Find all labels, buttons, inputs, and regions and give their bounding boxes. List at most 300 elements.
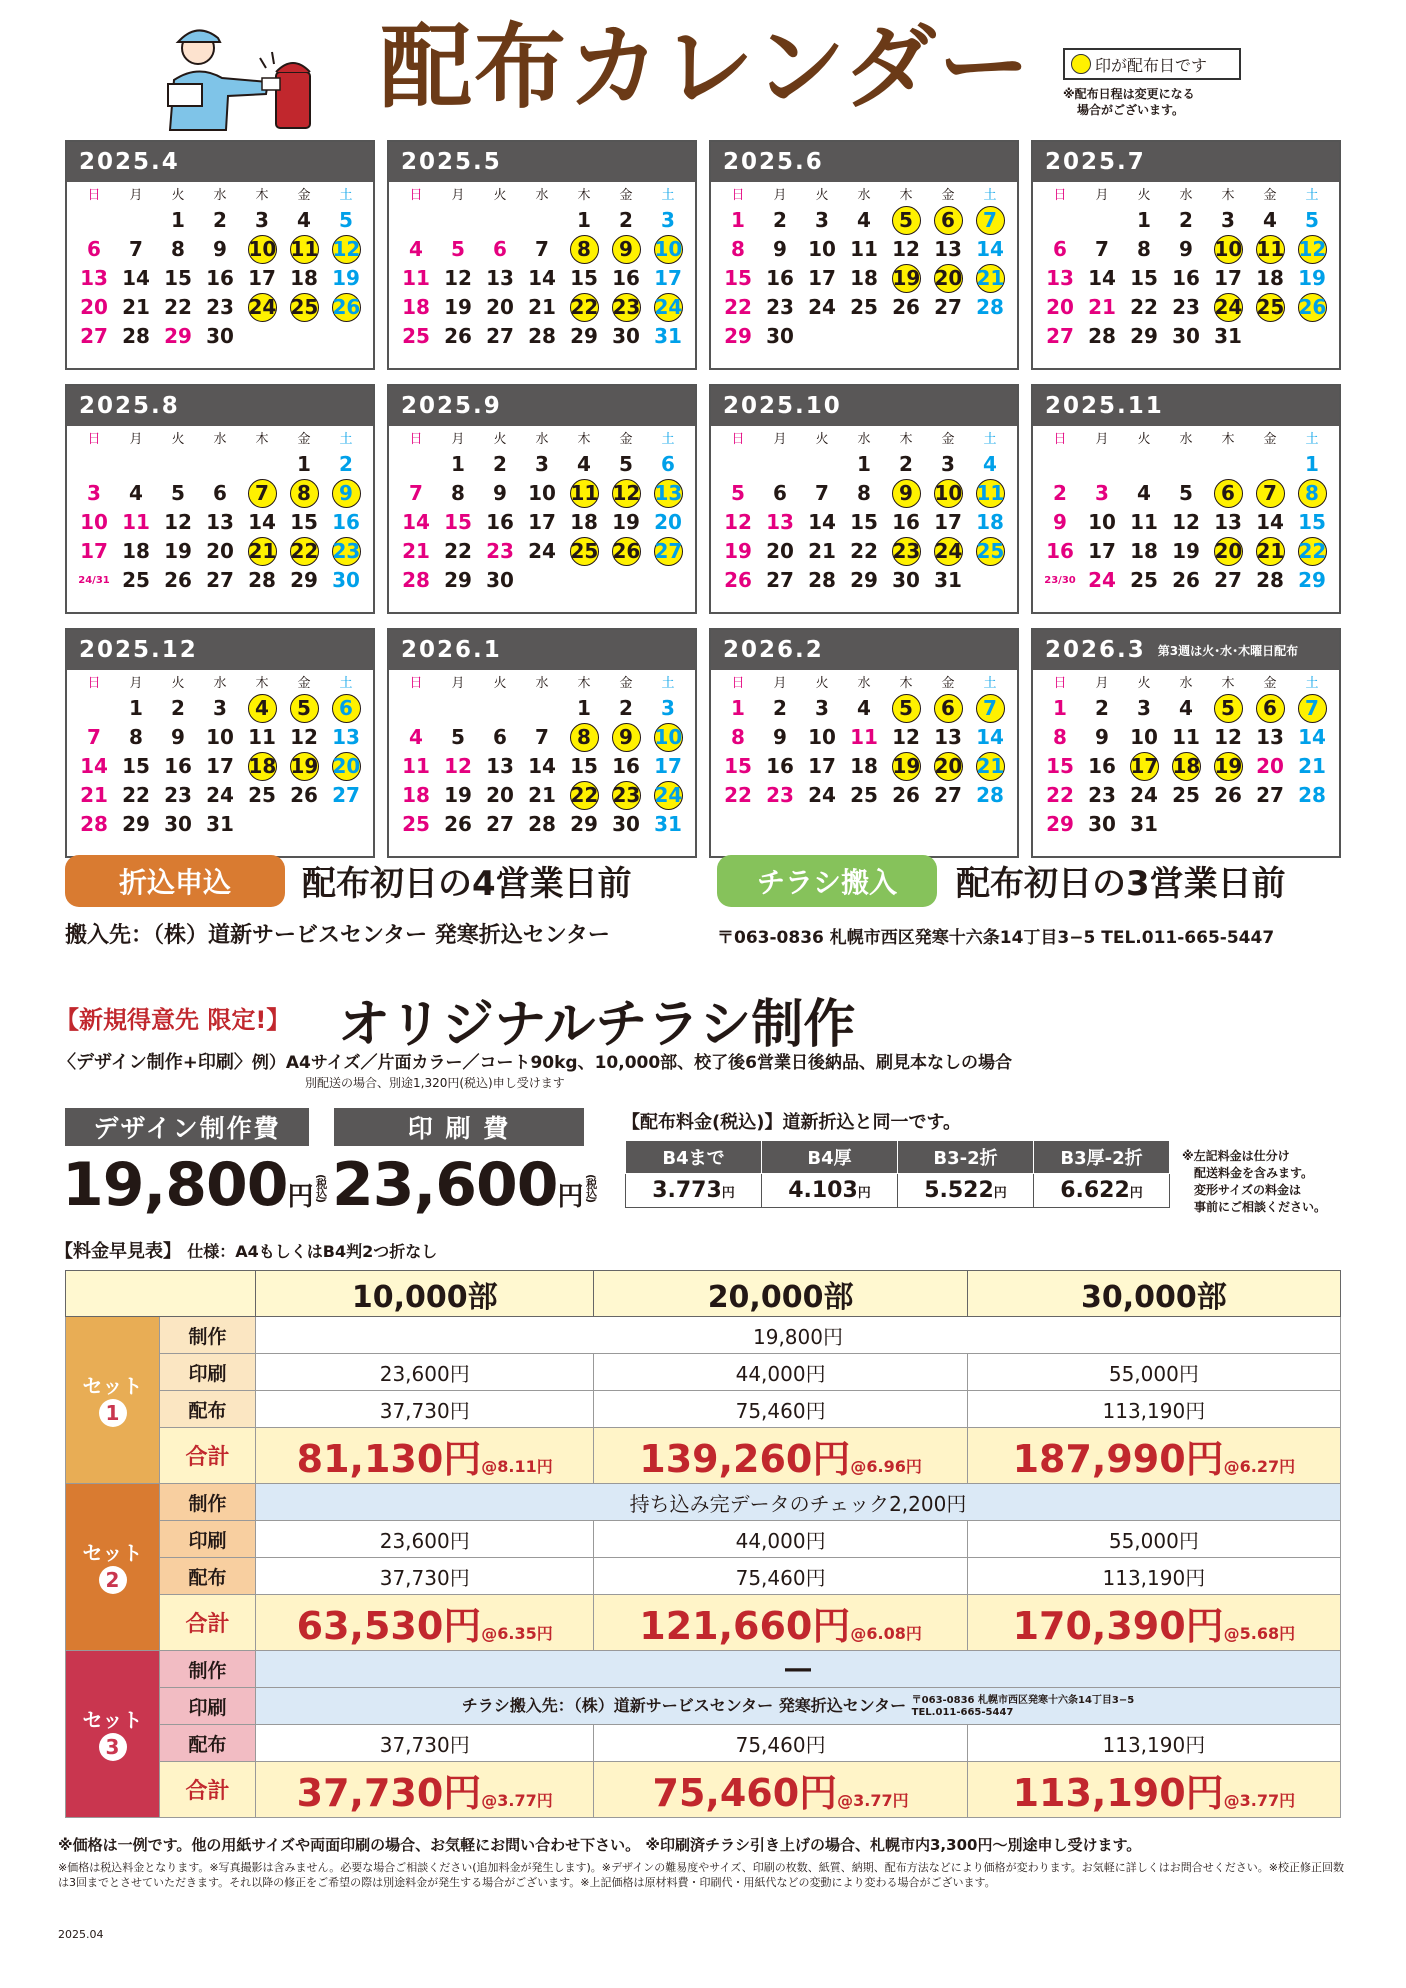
weekday-label: 金 [1263,188,1277,203]
calendar-day: 13 [486,266,514,290]
calendar-day: 31 [206,812,234,836]
distribution-day: 22 [1291,537,1333,566]
calendar-day: 12 [724,510,752,534]
month-calendar [1031,140,1341,370]
calendar-day: 30 [164,812,192,836]
distribution-day: 10 [927,479,969,508]
calendar-day: 30 [1088,812,1116,836]
calendar-day: 21 [122,295,150,319]
row-label: 配布 [160,1391,256,1428]
distribution-day: 23 [605,781,647,810]
weekday-label: 日 [1053,188,1067,203]
weekday-label: 金 [1263,432,1277,447]
distribution-day: 9 [605,235,647,264]
calendar-day: 29 [290,568,318,592]
month-label: 2025.7 [1033,142,1339,182]
distribution-day: 19 [885,752,927,781]
month-calendar [387,140,697,370]
calendar-day: 10 [80,510,108,534]
price-quick-table [65,1270,1341,1818]
calendar-day: 18 [122,539,150,563]
weekday-label: 水 [213,188,227,203]
weekday-label: 水 [535,676,549,691]
calendar-day: 29 [850,568,878,592]
weekday-label: 月 [1095,676,1109,691]
calendar-day: 7 [535,725,549,749]
calendar-day: 28 [80,812,108,836]
calendar-day: 31 [654,324,682,348]
calendar-day: 3 [815,208,829,232]
calendar-day: 31 [1130,812,1158,836]
calendar-day: 22 [164,295,192,319]
calendar-day: 16 [612,754,640,778]
calendar-day: 1 [1137,208,1151,232]
calendar-day: 24 [1130,783,1158,807]
calendar-day: 23 [1172,295,1200,319]
distribution-day: 5 [885,694,927,723]
calendar-day: 7 [815,481,829,505]
calendar-day: 13 [766,510,794,534]
calendar-day: 26 [892,783,920,807]
calendar-day: 18 [402,295,430,319]
calendar-day: 20 [1046,295,1074,319]
calendar-day: 5 [451,725,465,749]
distribution-day: 7 [241,479,283,508]
total-price: 37,730円@3.77円 [256,1762,594,1818]
month-calendar [65,628,375,858]
weekday-label: 木 [899,432,913,447]
month-label: 2025.6 [711,142,1017,182]
calendar-day: 1 [577,208,591,232]
design-fee-price: 19,800円 (税込) [62,1150,328,1220]
month-calendar [1031,384,1341,614]
calendar-day: 23 [766,783,794,807]
calendar-day: 29 [570,324,598,348]
calendar-day: 31 [654,812,682,836]
calendar-day: 4 [857,208,871,232]
calendar-day: 21 [1298,754,1326,778]
calendar-day: 28 [1298,783,1326,807]
print-fee: 55,000円 [967,1521,1340,1558]
weekday-label: 火 [1137,188,1151,203]
calendar-day: 11 [402,266,430,290]
calendar-day: 25 [402,812,430,836]
calendar-day: 12 [1172,510,1200,534]
distribution-day: 10 [1207,235,1249,264]
calendar-day: 6 [213,481,227,505]
calendar-grid [65,140,1341,858]
weekday-label: 火 [171,432,185,447]
calendar-day: 6 [493,725,507,749]
calendar-day: 10 [808,237,836,261]
calendar-day: 15 [570,754,598,778]
weekday-label: 木 [899,188,913,203]
distribution-day: 18 [241,752,283,781]
calendar-day: 27 [486,812,514,836]
weekday-label: 水 [213,432,227,447]
calendar-day: 28 [528,324,556,348]
weekday-label: 金 [619,432,633,447]
fee-header: B3-2折 [898,1141,1034,1174]
weekday-label: 木 [255,676,269,691]
weekday-label: 月 [451,188,465,203]
calendar-day: 14 [976,237,1004,261]
calendar-day: 18 [1256,266,1284,290]
calendar-day: 13 [80,266,108,290]
weekday-label: 水 [1179,676,1193,691]
calendar-day: 23 [486,539,514,563]
distribution-day: 11 [969,479,1011,508]
calendar-day: 13 [1256,725,1284,749]
calendar-day: 28 [528,812,556,836]
calendar-day: 16 [206,266,234,290]
calendar-day: 16 [766,266,794,290]
calendar-day: 21 [528,783,556,807]
calendar-day: 1 [857,452,871,476]
calendar-day: 18 [290,266,318,290]
print-fee: 44,000円 [594,1354,967,1391]
calendar-day: 26 [1214,783,1242,807]
calendar-day: 26 [892,295,920,319]
calendar-day: 5 [731,481,745,505]
distribution-day: 12 [1291,235,1333,264]
calendar-day: 6 [661,452,675,476]
weekday-label: 金 [297,188,311,203]
calendar-day: 4 [983,452,997,476]
calendar-day: 22 [1046,783,1074,807]
flyer-deadline-text: 配布初日の3営業日前 [956,864,1286,904]
calendar-day: 15 [1130,266,1158,290]
weekday-label: 土 [339,676,353,691]
weekday-label: 日 [87,188,101,203]
distribution-day: 26 [325,293,367,322]
weekday-label: 金 [297,676,311,691]
calendar-day: 23 [164,783,192,807]
page-title: 配布カレンダー [380,14,1033,121]
calendar-day: 27 [934,783,962,807]
distribution-day: 25 [563,537,605,566]
month-calendar [387,628,697,858]
calendar-day: 5 [619,452,633,476]
calendar-day: 3 [661,696,675,720]
distribution-day: 24 [647,781,689,810]
calendar-day: 14 [528,266,556,290]
distribution-day: 21 [1249,537,1291,566]
calendar-day: 28 [976,783,1004,807]
calendar-day: 13 [332,725,360,749]
weekday-label: 土 [661,188,675,203]
calendar-day: 8 [731,237,745,261]
calendar-day: 21 [1088,295,1116,319]
calendar-day: 5 [1305,208,1319,232]
calendar-day: 15 [724,754,752,778]
calendar-day: 8 [1053,725,1067,749]
calendar-day: 1 [1053,696,1067,720]
distribution-day: 10 [241,235,283,264]
row-label: 制作 [160,1651,256,1688]
weekday-label: 火 [815,432,829,447]
calendar-day: 5 [1179,481,1193,505]
distribution-day: 24 [241,293,283,322]
flyer-deadline-badge: チラシ搬入 [717,855,937,907]
calendar-day: 26 [290,783,318,807]
distribution-day: 13 [647,479,689,508]
distribution-day: 23 [605,293,647,322]
weekday-label: 月 [451,432,465,447]
calendar-day: 24 [808,783,836,807]
distribution-day: 8 [563,723,605,752]
distribution-day: 20 [325,752,367,781]
distribution-day: 7 [969,694,1011,723]
calendar-day: 15 [850,510,878,534]
calendar-day: 28 [248,568,276,592]
calendar-day: 27 [1214,568,1242,592]
calendar-day: 17 [808,754,836,778]
distribution-day: 11 [563,479,605,508]
print-fee-price: 23,600円 (税込) [332,1150,598,1220]
distribution-day: 5 [283,694,325,723]
weekday-label: 日 [409,676,423,691]
calendar-day: 15 [1298,510,1326,534]
weekday-label: 日 [731,188,745,203]
calendar-day: 11 [402,754,430,778]
calendar-day: 26 [444,324,472,348]
calendar-day: 12 [1214,725,1242,749]
calendar-day: 13 [934,237,962,261]
calendar-day: 1 [129,696,143,720]
calendar-day: 30 [612,812,640,836]
calendar-day: 4 [409,237,423,261]
calendar-day: 2 [619,696,633,720]
calendar-day: 16 [892,510,920,534]
calendar-day: 2 [773,208,787,232]
calendar-day: 26 [164,568,192,592]
calendar-day: 22 [1130,295,1158,319]
month-label: 2025.4 [67,142,373,182]
calendar-day: 3 [213,696,227,720]
distribution-fee: 75,460円 [594,1725,967,1762]
calendar-day: 21 [528,295,556,319]
distribution-day: 7 [969,206,1011,235]
calendar-day: 15 [164,266,192,290]
row-label: 印刷 [160,1354,256,1391]
distribution-day: 17 [1123,752,1165,781]
calendar-day: 3 [255,208,269,232]
weekday-label: 月 [451,676,465,691]
month-calendar [709,384,1019,614]
calendar-day: 1 [451,452,465,476]
distribution-fee: 37,730円 [256,1391,594,1428]
distribution-day: 9 [605,723,647,752]
calendar-day: 16 [164,754,192,778]
calendar-day: 14 [1256,510,1284,534]
quick-table-title: 【料金早見表】 仕様：A4もしくはB4判2つ折なし [55,1241,438,1262]
weekday-label: 月 [773,432,787,447]
month-label: 2025.5 [389,142,695,182]
calendar-day: 4 [577,452,591,476]
calendar-day: 17 [80,539,108,563]
calendar-day: 2 [899,452,913,476]
legend-box [1063,48,1241,80]
calendar-day: 17 [528,510,556,534]
calendar-day: 24/31 [78,575,110,586]
distribution-day: 20 [1207,537,1249,566]
calendar-day: 2 [1095,696,1109,720]
total-price: 121,660円@6.08円 [594,1595,967,1651]
month-calendar [387,384,697,614]
distribution-day: 6 [927,206,969,235]
calendar-day: 1 [297,452,311,476]
calendar-day: 9 [493,481,507,505]
calendar-day: 18 [850,266,878,290]
calendar-day: 20 [1256,754,1284,778]
month-label: 2025.9 [389,386,695,426]
weekday-label: 日 [87,676,101,691]
total-price: 63,530円@6.35円 [256,1595,594,1651]
calendar-day: 11 [850,725,878,749]
calendar-day: 12 [892,725,920,749]
total-price: 187,990円@6.27円 [967,1428,1340,1484]
calendar-day: 27 [1256,783,1284,807]
calendar-day: 15 [570,266,598,290]
calendar-day: 31 [1214,324,1242,348]
weekday-label: 木 [577,432,591,447]
calendar-day: 30 [892,568,920,592]
calendar-day: 19 [1298,266,1326,290]
total-price: 81,130円@8.11円 [256,1428,594,1484]
calendar-day: 16 [486,510,514,534]
calendar-day: 4 [409,725,423,749]
calendar-day: 27 [766,568,794,592]
weekday-label: 金 [1263,676,1277,691]
calendar-day: 1 [577,696,591,720]
calendar-day: 22 [850,539,878,563]
calendar-day: 18 [570,510,598,534]
month-label: 2026.3 第3週は火･水･木曜日配布 [1033,630,1339,670]
calendar-day: 29 [122,812,150,836]
calendar-day: 6 [773,481,787,505]
calendar-day: 2 [339,452,353,476]
weekday-label: 日 [731,432,745,447]
footer-note-detail: ※価格は税込料金となります。※写真撮影は含みません。必要な場合ご相談ください(追加料金が発生します)。※デザインの難易度やサイズ、印刷の枚数、紙質、納期、配布方法などにより価格が変わります。お気軽に詳しくはお問合せください。※校正修正回数は3回までとさせていただきます。それ以降の修正をご希望の際は別途料金が発生する場合がございます。※上記価格は原材料費・印刷代・用紙代などの変動により変わる場合がございます。 [58,1861,1345,1889]
distribution-day: 21 [241,537,283,566]
distribution-day: 18 [1165,752,1207,781]
calendar-day: 20 [654,510,682,534]
month-calendar [65,140,375,370]
calendar-day: 12 [892,237,920,261]
calendar-day: 4 [1179,696,1193,720]
calendar-day: 6 [87,237,101,261]
calendar-day: 9 [1179,237,1193,261]
calendar-day: 24 [808,295,836,319]
quantity-header: 20,000部 [594,1271,967,1317]
weekday-label: 水 [213,676,227,691]
month-label: 2026.2 [711,630,1017,670]
calendar-day: 21 [80,783,108,807]
calendar-day: 8 [1137,237,1151,261]
calendar-day: 4 [297,208,311,232]
design-fee-label: デザイン制作費 [65,1108,309,1146]
distribution-day: 9 [885,479,927,508]
weekday-label: 火 [1137,676,1151,691]
weekday-label: 日 [409,188,423,203]
calendar-day: 30 [486,568,514,592]
calendar-day: 14 [122,266,150,290]
distribution-day: 11 [283,235,325,264]
distribution-day: 21 [969,752,1011,781]
promo-headline: オリジナルチラシ制作 [338,995,856,1055]
row-label: 合計 [160,1595,256,1651]
weekday-label: 月 [129,432,143,447]
calendar-day: 13 [934,725,962,749]
weekday-label: 水 [857,432,871,447]
calendar-day: 13 [1214,510,1242,534]
calendar-day: 2 [619,208,633,232]
calendar-day: 9 [213,237,227,261]
highlight-dot-icon [1071,54,1091,74]
calendar-day: 25 [850,783,878,807]
month-label: 2025.11 [1033,386,1339,426]
calendar-day: 11 [122,510,150,534]
quantity-header: 10,000部 [256,1271,594,1317]
weekday-label: 水 [857,188,871,203]
row-label: 印刷 [160,1521,256,1558]
distribution-day: 26 [1291,293,1333,322]
calendar-day: 20 [80,295,108,319]
calendar-day: 25 [1130,568,1158,592]
calendar-day: 7 [535,237,549,261]
calendar-day: 23 [1088,783,1116,807]
weekday-label: 土 [339,188,353,203]
distribution-day: 5 [885,206,927,235]
distribution-day: 4 [241,694,283,723]
weekday-label: 水 [1179,188,1193,203]
month-calendar [1031,628,1341,858]
month-note: 第3週は火･水･木曜日配布 [1157,643,1299,658]
distribution-day: 20 [927,264,969,293]
weekday-label: 日 [409,432,423,447]
calendar-day: 18 [850,754,878,778]
weekday-label: 火 [815,676,829,691]
calendar-day: 14 [528,754,556,778]
calendar-day: 30 [766,324,794,348]
calendar-day: 21 [808,539,836,563]
weekday-label: 土 [983,188,997,203]
distribution-day: 11 [1249,235,1291,264]
weekday-label: 月 [1095,432,1109,447]
calendar-day: 12 [444,266,472,290]
legend-text: 印が配布日です [1095,55,1208,75]
distribution-fee: 113,190円 [967,1391,1340,1428]
calendar-day: 24 [206,783,234,807]
distribution-fee: 75,460円 [594,1558,967,1595]
distribution-fee-table [625,1140,1170,1208]
calendar-day: 31 [934,568,962,592]
weekday-label: 土 [339,432,353,447]
weekday-label: 木 [1221,676,1235,691]
calendar-day: 16 [1046,539,1074,563]
weekday-label: 木 [255,432,269,447]
calendar-day: 10 [528,481,556,505]
calendar-day: 7 [1095,237,1109,261]
row-label: 制作 [160,1484,256,1521]
calendar-day: 8 [171,237,185,261]
calendar-day: 3 [1137,696,1151,720]
calendar-day: 4 [857,696,871,720]
weekday-label: 金 [941,432,955,447]
calendar-day: 19 [164,539,192,563]
distribution-day: 8 [1291,479,1333,508]
